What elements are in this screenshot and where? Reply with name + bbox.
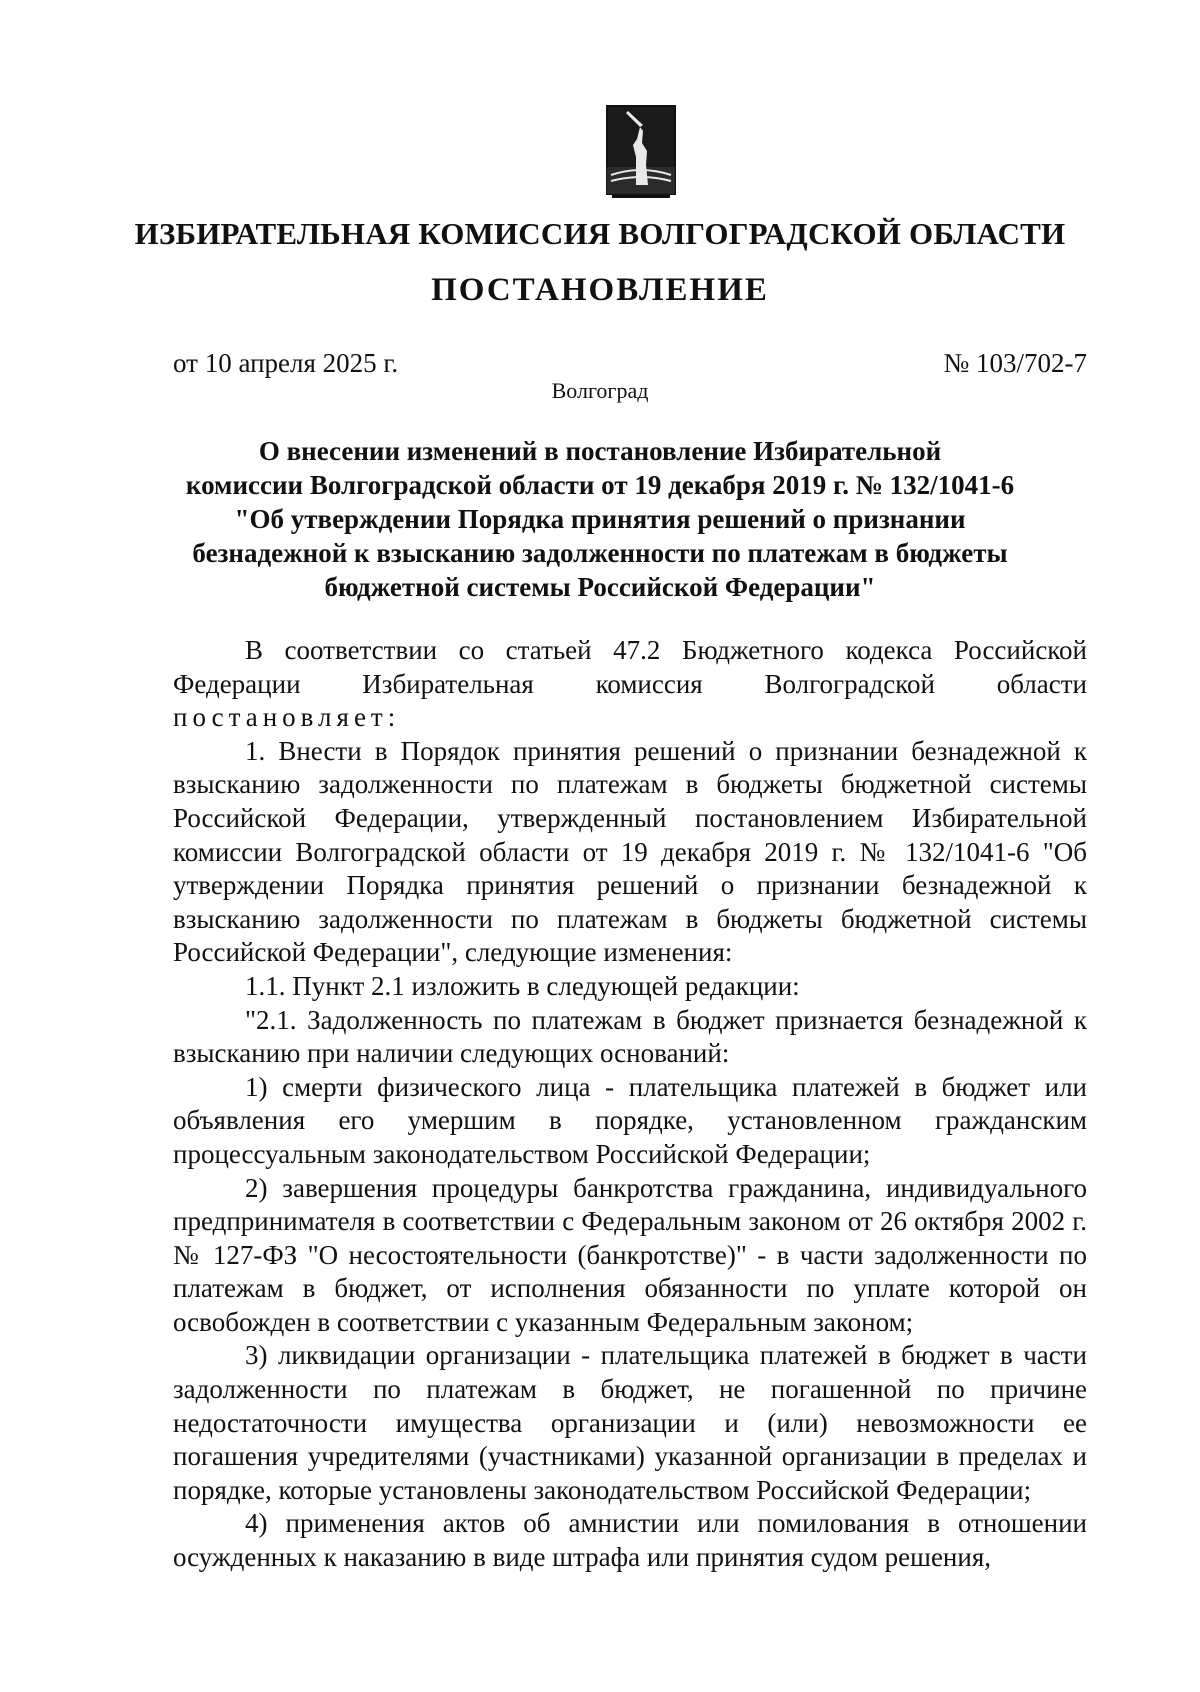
list-item-4: 4) применения актов об амнистии или помилования в отношении осужденных к наказанию в виде штрафа или принятия судом решения, <box>173 1508 1087 1573</box>
list-item-1: 1) смерти физического лица - плательщика платежей в бюджет или объявления его умершим в порядке, установленном гражданским процессуальным законодательством Российской Федерации; <box>173 1071 1087 1169</box>
title-line: бюджетной системы Российской Федерации" <box>324 572 876 602</box>
paragraph-1: 1. Внести в Порядок принятия решений о признании безнадежной к взысканию задолженности по платежам в бюджеты бюджетной системы Российской Федерации, утвержденный постановлением Избирательной комиссии Волгоградской области от 19 декабря 2019 г. № 132/1041-6 "Об утверждении Порядка принятия решений о признании безнадежной к взысканию задолженности по платежам в бюджеты бюджетной системы Российской Федерации", следующие изменения: <box>173 735 1087 968</box>
document-body <box>173 634 1087 1575</box>
document-city: Волгоград <box>551 378 649 403</box>
intro-paragraph <box>173 634 1087 735</box>
document-title <box>150 434 1050 604</box>
title-line: "Об утверждении Порядка принятия решений о признании <box>234 504 966 534</box>
paragraph-1-1: 1.1. Пункт 2.1 изложить в следующей редакции: <box>245 970 800 1001</box>
organization-name: ИЗБИРАТЕЛЬНАЯ КОМИССИЯ ВОЛГОГРАДСКОЙ ОБЛАСТИ <box>134 216 1066 251</box>
title-line: О внесении изменений в постановление Избирательной <box>258 436 942 466</box>
resolves-word: постановляет: <box>173 702 401 733</box>
document-date: от 10 апреля 2025 г. <box>173 348 399 378</box>
coat-of-arms-icon <box>606 105 676 201</box>
intro-text: В соответствии со статьей 47.2 Бюджетного кодекса Российской Федерации Избирательная комиссия Волгоградской области <box>173 635 1087 699</box>
paragraph-2-1: "2.1. Задолженность по платежам в бюджет признается безнадежной к взысканию при наличии следующих оснований: <box>173 1004 1087 1069</box>
title-line: безнадежной к взысканию задолженности по платежам в бюджеты <box>192 538 1008 568</box>
list-item-2: 2) завершения процедуры банкротства гражданина, индивидуального предпринимателя в соответствии с Федеральным законом от 26 октября 2002 г. № 127-ФЗ "О несостоятельности (банкротстве)" - в части задолженности по платежам в бюджет, от исполнения обязанности по уплате которой он освобожден в соответствии с указанным Федеральным законом; <box>173 1172 1087 1337</box>
document-type: ПОСТАНОВЛЕНИЕ <box>431 272 769 308</box>
document-number: № 103/702-7 <box>943 348 1087 378</box>
title-line: комиссии Волгоградской области от 19 декабря 2019 г. № 132/1041-6 <box>185 470 1015 500</box>
list-item-3: 3) ликвидации организации - плательщика платежей в бюджет в части задолженности по платежам в бюджет, не погашенной по причине недостаточности имущества организации и (или) невозможности ее погашения учредителями (участниками) указанной организации в пределах и порядке, которые установлены законодательством Российской Федерации; <box>173 1340 1087 1505</box>
